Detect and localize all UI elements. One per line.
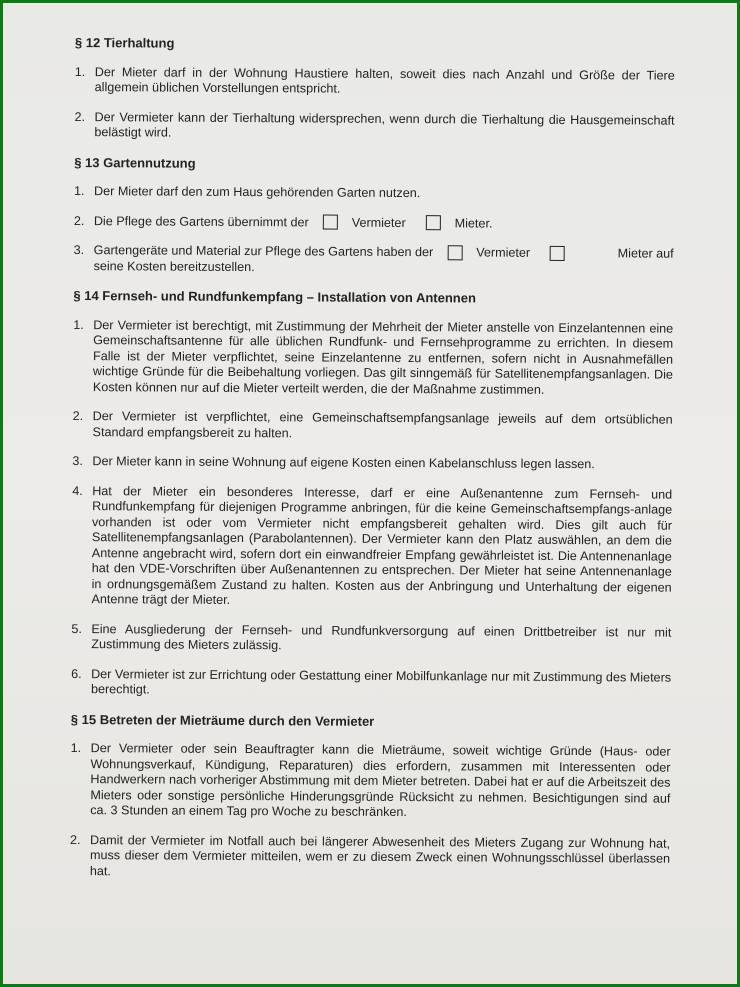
document-page xyxy=(3,3,737,984)
section-14-title: § 14 Fernseh- und Rundfunkempfang – Installation von Antennen xyxy=(73,287,477,306)
section-15 xyxy=(70,711,671,882)
item-number: 1. xyxy=(70,740,82,756)
checkbox-vermieter[interactable] xyxy=(447,245,462,260)
item-number: 5. xyxy=(71,621,82,636)
item-text: Die Pflege des Gartens übernimmt der xyxy=(93,213,309,229)
section-14-item xyxy=(71,621,671,656)
checkbox-label-vermieter: Vermieter xyxy=(476,245,531,260)
item-text: Der Vermieter oder sein Beauftragter kann die Mieträume, soweit wichtige Gründe (Haus- oder Wohnungsverkauf, Kündigung, Reparaturen) dies erfordern, zusammen mit Interessenten oder Handwerkern nach vorheriger Abstimmung mit dem Mieter betreten. Dabei hat er auf die Arbeitszeit des Mieters oder sonstige persönliche Hinderungsgründe Rücksicht zu nehmen. Besichtigungen sind auf ca. 3 Stunden an einem Tag pro Woche zu beschränken. xyxy=(90,741,671,820)
item-number: 2. xyxy=(74,109,86,124)
section-13-item xyxy=(74,184,674,203)
item-number: 4. xyxy=(72,483,83,498)
section-12-title: § 12 Tierhaltung xyxy=(74,35,175,51)
item-number: 1. xyxy=(74,183,85,199)
section-13-item xyxy=(74,213,674,232)
section-15-item xyxy=(70,741,670,822)
item-number: 6. xyxy=(71,666,82,681)
document-content xyxy=(70,35,675,897)
item-number: 3. xyxy=(73,242,85,258)
item-text: Der Mieter kann in seine Wohnung auf eigene Kosten einen Kabelanschluss legen lassen. xyxy=(92,454,595,472)
item-text-continuation: seine Kosten bereitzustellen. xyxy=(93,258,255,274)
item-number: 1. xyxy=(73,317,84,332)
item-number: 2. xyxy=(70,832,81,847)
section-14-item xyxy=(72,454,672,473)
section-12-item xyxy=(75,64,675,99)
section-15-item xyxy=(70,832,670,882)
section-14-item xyxy=(72,483,673,611)
section-13 xyxy=(74,154,675,277)
item-text: Damit der Vermieter im Notfall auch bei längerer Abwesenheit des Mieters Zugang zur Wohnung hat, muss dieser dem Vermieter mitteilen, wem er zu diesem Zweck einen Wohnungsschlüssel überlassen hat. xyxy=(89,832,671,878)
item-text: Gartengeräte und Material zur Pflege des Gartens haben der xyxy=(93,243,434,260)
item-text: Der Vermieter ist zur Errichtung oder Gestattung einer Mobilfunkanlage nur mit Zustimmung des Mieters berechtigt. xyxy=(90,666,672,697)
item-text: Der Vermieter ist verpflichtet, eine Gemeinschaftsempfangsanlage jeweils auf dem ortsüblichen Standard empfangsbereit zu halten. xyxy=(92,409,673,440)
item-text: Der Vermieter ist berechtigt, mit Zustimmung der Mehrheit der Mieter anstelle von Einzelantennen eine Gemeinschaftsantenne für alle üblichen Rundfunk- und Fernsehprogramme zu errichten. In diesem Falle ist der Mieter verpflichtet, seine Einzelantenne zu entfernen, sofern nicht in Ausnahmefällen wichtige Gründe für die Beibehaltung vorliegen. Das gilt sinngemäß für Satellitenempfangsanlagen. Die Kosten können nur auf die Mieter verteilt werden, die der Maßnahme zustimmen. xyxy=(92,317,674,397)
item-number: 1. xyxy=(74,64,86,79)
section-12-item xyxy=(74,109,674,144)
item-text: Der Mieter darf den zum Haus gehörenden Garten nutzen. xyxy=(94,184,421,201)
section-14-item xyxy=(73,317,673,398)
section-13-title: § 13 Gartennutzung xyxy=(74,154,196,171)
checkbox-label-vermieter: Vermieter xyxy=(351,215,406,230)
section-14 xyxy=(71,288,673,701)
item-text-with-checkboxes xyxy=(94,214,674,233)
item-number: 2. xyxy=(72,408,84,424)
section-13-item xyxy=(74,243,674,278)
item-text: Eine Ausgliederung der Fernseh- und Rundfunkversorgung auf einen Drittbetreiber ist nur mit Zustimmung des Mieters zulässig. xyxy=(91,621,672,653)
checkbox-label-mieter: Mieter. xyxy=(454,215,493,231)
item-number: 3. xyxy=(72,453,83,469)
item-number: 2. xyxy=(73,213,85,228)
item-text: Der Mieter darf in der Wohnung Haustiere halten, soweit dies nach Anzahl und Größe der Tiere allgemein üblichen Vorstellungen entspricht. xyxy=(94,64,675,96)
item-text: Hat der Mieter ein besonderes Interesse, darf er eine Außenantenne zum Fernseh- und Rundfunkempfang für diejenigen Programme anbringen, für die keine Gemeinschaftsempfangs-anlage vorhanden ist oder vom Vermieter nicht empfangsbereit gehalten wird. Dies gilt auch für Satellitenempfangsanlagen (Parabolantennen). Der Vermieter kann den Platz auswählen, an dem die Antenne angebracht wird, sofern dort ein einwandfreier Empfang gewährleistet ist. Die Antennenanlage hat den VDE-Vorschriften über Außenantennen zu entsprechen. Der Mieter hat seine Antennenanlage in ordnungsgemäßem Zustand zu halten. Kosten aus der Anbringung und Unterhaltung der eigenen Antenne trägt der Mieter. xyxy=(91,483,673,607)
checkbox-label-mieter: Mieter auf xyxy=(617,246,674,261)
checkbox-mieter[interactable] xyxy=(426,215,441,230)
checkbox-vermieter[interactable] xyxy=(323,215,338,230)
section-12 xyxy=(74,35,675,144)
item-text: Der Vermieter kann der Tierhaltung widersprechen, wenn durch die Tierhaltung die Hausgemeinschaft belästigt wird. xyxy=(94,109,675,140)
checkbox-mieter[interactable] xyxy=(550,245,565,260)
item-text-block xyxy=(94,243,674,278)
section-14-item xyxy=(73,409,673,444)
section-14-item xyxy=(71,666,671,701)
section-15-title: § 15 Betreten der Mieträume durch den Vermieter xyxy=(70,711,375,729)
